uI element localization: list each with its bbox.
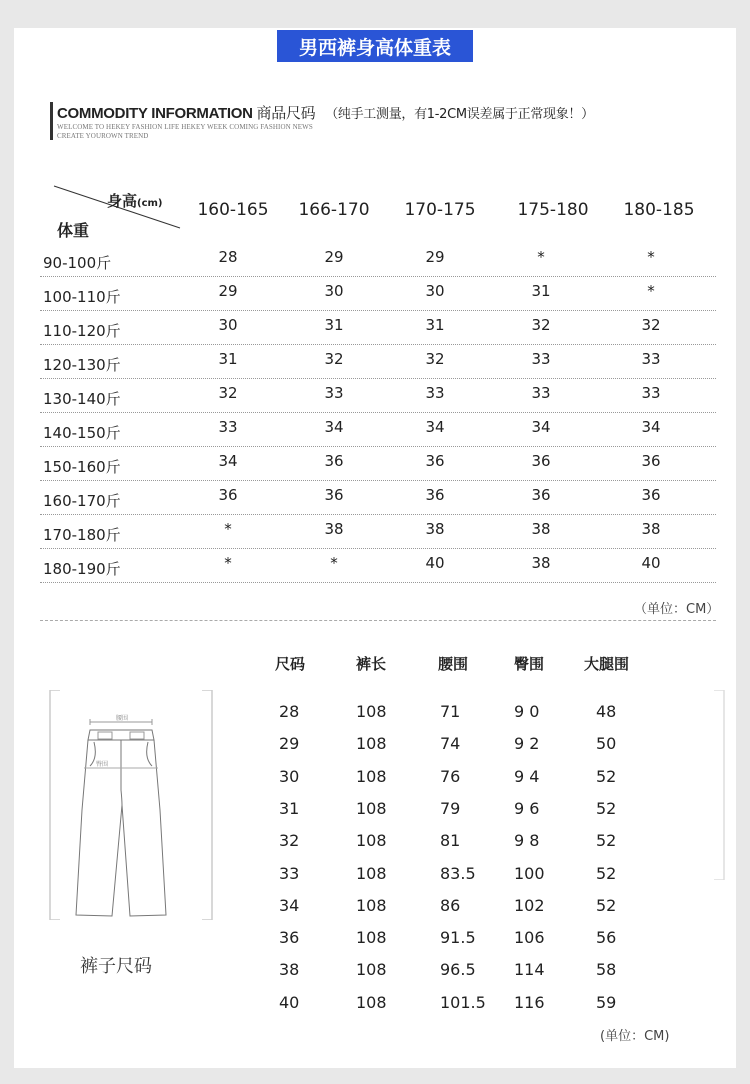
size-table-cell: 83.5	[440, 863, 476, 883]
size-table-cell: 9 6	[514, 798, 540, 818]
size-table-cell: 116	[514, 992, 545, 1012]
section-divider	[40, 620, 716, 621]
size-cell: 38	[531, 520, 551, 538]
size-cell: 36	[641, 486, 661, 504]
size-cell: 33	[641, 350, 661, 368]
size-table-cell: 108	[356, 992, 387, 1012]
size-table-cell: 91.5	[440, 928, 476, 948]
pants-size-label: 裤子尺码	[80, 956, 152, 977]
height-column-header: 175-180	[517, 200, 589, 220]
corner-height-label	[107, 190, 163, 211]
size-table-cell: 106	[514, 928, 545, 948]
size-cell: 40	[425, 554, 445, 572]
height-column-header: 166-170	[298, 200, 370, 220]
size-cell: 28	[218, 248, 238, 266]
size-table-cell: 52	[596, 766, 617, 786]
weight-range-cell: 150-160斤	[43, 458, 121, 476]
size-cell: 36	[425, 486, 445, 504]
size-cell: 38	[641, 520, 661, 538]
size-table-cell: 101.5	[440, 992, 486, 1012]
header-accent-bar	[50, 102, 53, 140]
table-row	[40, 242, 716, 277]
size-cell: 40	[641, 554, 661, 572]
size-table-cell: 34	[279, 895, 300, 915]
corner-height-unit: (cm)	[137, 198, 163, 209]
header-sub-line2: CREATE YOUROWN TREND	[57, 132, 149, 140]
size-cell: 36	[218, 486, 238, 504]
size-table-cell: 58	[596, 960, 617, 980]
height-column-header: 180-185	[623, 200, 695, 220]
size-table-cell: 56	[596, 928, 617, 948]
size-table-cell: 38	[279, 960, 300, 980]
size-table-cell: 48	[596, 702, 617, 721]
size-cell: 34	[218, 452, 238, 470]
table-row	[40, 480, 716, 515]
size-table-cell: 108	[356, 831, 387, 851]
size-cell: 31	[425, 316, 445, 334]
header-sub-line1: WELCOME TO HEKEY FASHION LIFE HEKEY WEEK COMING FASHION NEWS	[57, 123, 313, 131]
size-table-cell: 74	[440, 734, 461, 754]
size-table-header: 臀围	[514, 655, 545, 673]
table-row	[40, 276, 716, 311]
size-cell: *	[224, 554, 232, 572]
size-table-cell: 52	[596, 831, 617, 851]
size-cell: 38	[324, 520, 344, 538]
weight-range-cell: 120-130斤	[43, 356, 121, 374]
size-cell: 32	[425, 350, 445, 368]
size-table-cell: 9 2	[514, 734, 540, 754]
size-table-header: 尺码	[275, 655, 306, 673]
size-table-cell: 9 8	[514, 831, 540, 851]
height-column-header: 170-175	[404, 200, 476, 220]
size-cell: 32	[641, 316, 661, 334]
size-table-cell: 108	[356, 960, 387, 980]
far-right-bracket	[712, 690, 726, 880]
weight-range-cell: 180-190斤	[43, 560, 121, 578]
size-table-header: 裤长	[356, 655, 387, 673]
size-cell: 38	[531, 554, 551, 572]
size-cell: 33	[641, 384, 661, 402]
size-table-cell: 36	[279, 928, 300, 948]
size-cell: 33	[425, 384, 445, 402]
size-cell: 34	[531, 418, 551, 436]
size-cell: 33	[324, 384, 344, 402]
size-table-cell: 9 4	[514, 766, 540, 786]
waist-label: 腰围	[116, 715, 129, 722]
size-cell: 30	[324, 282, 344, 300]
left-bracket	[48, 690, 62, 920]
size-table-cell: 52	[596, 895, 617, 915]
size-cell: *	[330, 554, 338, 572]
size-table-cell: 114	[514, 960, 545, 980]
header-note: （纯手工测量，有1-2CM误差属于正常现象！）	[325, 107, 594, 122]
weight-range-cell: 90-100斤	[43, 254, 112, 272]
size-table-cell: 40	[279, 992, 300, 1012]
size-cell: 30	[425, 282, 445, 300]
table-row	[40, 446, 716, 481]
size-cell: 34	[641, 418, 661, 436]
size-cell: 34	[324, 418, 344, 436]
page-title-banner: 男西裤身高体重表	[277, 30, 473, 62]
size-table-cell: 28	[279, 702, 300, 721]
size-table-cell: 33	[279, 863, 300, 883]
size-table-cell: 79	[440, 798, 461, 818]
size-table-cell: 81	[440, 831, 461, 851]
size-table-cell: 32	[279, 831, 300, 851]
weight-range-cell: 170-180斤	[43, 526, 121, 544]
weight-range-cell: 160-170斤	[43, 492, 121, 510]
table-row	[40, 412, 716, 447]
size-table-cell: 108	[356, 702, 387, 721]
size-cell: 31	[531, 282, 551, 300]
size-table-cell: 86	[440, 895, 461, 915]
size-cell: 36	[531, 486, 551, 504]
weight-range-cell: 140-150斤	[43, 424, 121, 442]
size-cell: 32	[218, 384, 238, 402]
size-cell: 31	[324, 316, 344, 334]
size-table-cell: 30	[279, 766, 300, 786]
size-table-cell: 52	[596, 798, 617, 818]
size-table-cell: 108	[356, 928, 387, 948]
weight-range-cell: 130-140斤	[43, 390, 121, 408]
table-row	[40, 310, 716, 345]
table-row	[40, 514, 716, 549]
weight-range-cell: 100-110斤	[43, 288, 121, 306]
size-cell: 33	[531, 384, 551, 402]
size-table-cell: 50	[596, 734, 617, 754]
size-table-cell: 100	[514, 863, 545, 883]
size-cell: 36	[324, 452, 344, 470]
table-row	[40, 378, 716, 413]
size-table-header: 大腿围	[584, 655, 630, 673]
size-table-cell: 29	[279, 734, 300, 754]
size-table-cell: 108	[356, 895, 387, 915]
size-cell: 33	[531, 350, 551, 368]
size-cell: 36	[425, 452, 445, 470]
table2-unit: (单位：CM)	[600, 1029, 670, 1044]
size-cell: *	[224, 520, 232, 538]
corner-height-text: 身高	[107, 192, 138, 210]
size-cell: 34	[425, 418, 445, 436]
size-table-cell: 108	[356, 734, 387, 754]
size-table-cell: 52	[596, 863, 617, 883]
size-table-cell: 108	[356, 766, 387, 786]
section-header	[57, 102, 594, 123]
size-cell: 30	[218, 316, 238, 334]
size-table-cell: 76	[440, 766, 461, 786]
size-table-cell: 96.5	[440, 960, 476, 980]
size-cell: 38	[425, 520, 445, 538]
size-cell: 33	[218, 418, 238, 436]
size-table-cell: 71	[440, 702, 461, 721]
size-table-cell: 9 0	[514, 702, 540, 721]
height-column-header: 160-165	[197, 200, 269, 220]
size-cell: 29	[218, 282, 238, 300]
size-cell: 32	[324, 350, 344, 368]
header-subtitle	[57, 123, 313, 141]
pants-illustration	[60, 710, 190, 930]
size-table-cell: 108	[356, 863, 387, 883]
size-cell: 29	[324, 248, 344, 266]
size-table-cell: 108	[356, 798, 387, 818]
size-cell: 36	[531, 452, 551, 470]
table-row	[40, 548, 716, 583]
size-cell: 36	[324, 486, 344, 504]
size-table-cell: 102	[514, 895, 545, 915]
table-row	[40, 344, 716, 379]
size-table-header: 腰围	[438, 655, 469, 673]
size-cell: 36	[641, 452, 661, 470]
table1-unit: （单位：CM）	[634, 602, 720, 617]
header-title-cn: 商品尺码	[256, 104, 316, 122]
size-table-cell: 31	[279, 798, 300, 818]
hip-label: 臀围	[96, 761, 109, 768]
size-cell: 29	[425, 248, 445, 266]
corner-weight-label: 体重	[57, 221, 90, 240]
weight-range-cell: 110-120斤	[43, 322, 121, 340]
size-cell: *	[647, 282, 655, 300]
size-cell: *	[647, 248, 655, 266]
right-bracket	[200, 690, 214, 920]
size-cell: 32	[531, 316, 551, 334]
header-title-en: COMMODITY INFORMATION	[57, 105, 253, 122]
size-cell: 31	[218, 350, 238, 368]
size-table-cell: 59	[596, 992, 617, 1012]
size-cell: *	[537, 248, 545, 266]
